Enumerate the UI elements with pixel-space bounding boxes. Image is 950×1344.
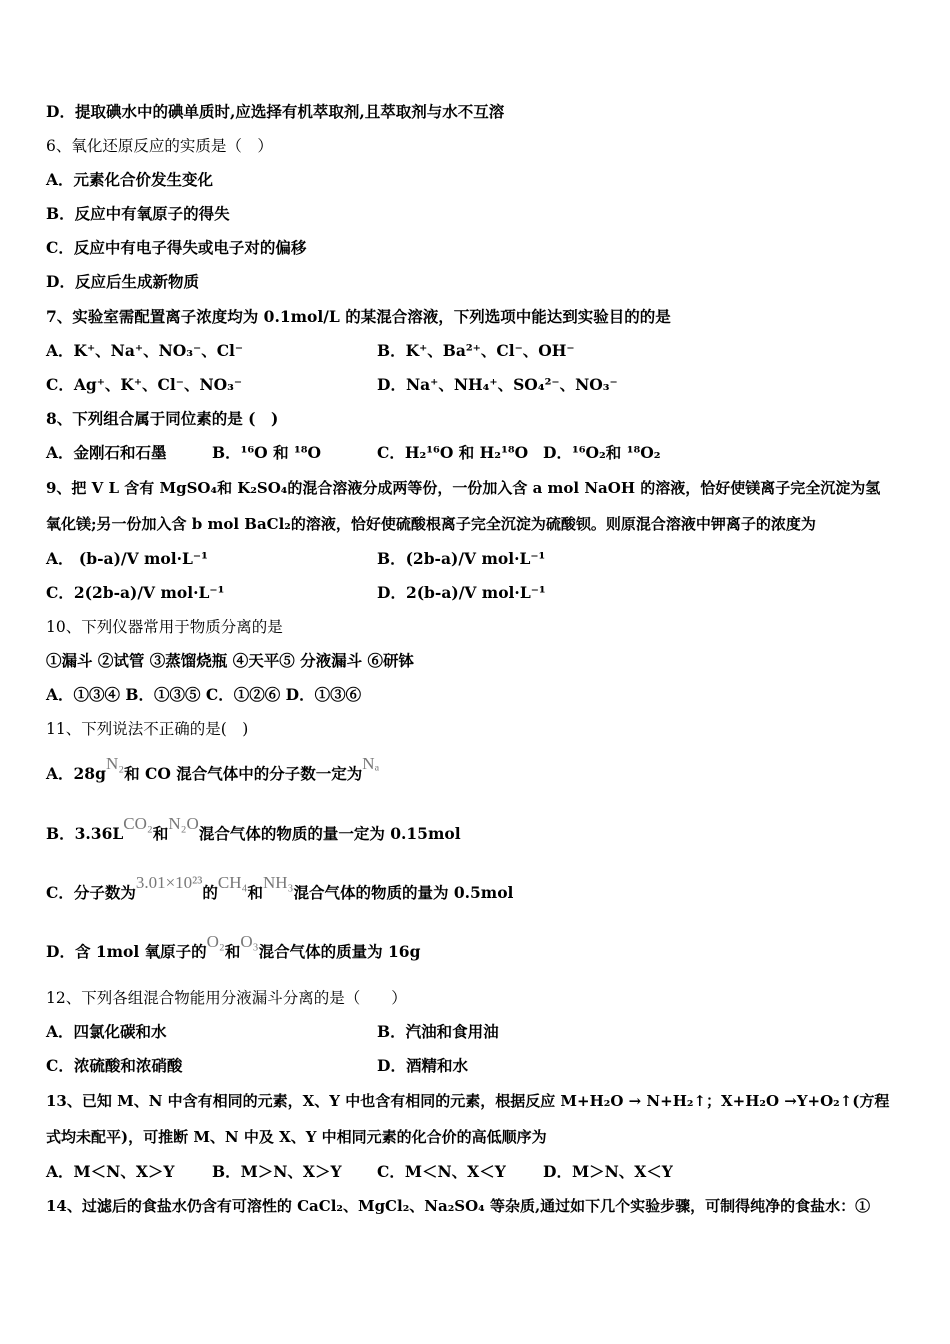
q11-c-formula-nh3: NH₃	[262, 873, 294, 892]
q7-option-b: B．K⁺、Ba²⁺、Cl⁻、OH⁻	[377, 341, 575, 360]
q11-c-formula-number: 3.01×10²³	[135, 873, 203, 892]
q12-stem: 12、下列各组混合物能用分液漏斗分离的是（ ）	[46, 989, 407, 1007]
q6-stem: 6、氧化还原反应的实质是（ ）	[46, 137, 273, 155]
q11-d-prefix: D．含 1mol 氧原子的	[46, 942, 207, 961]
q11-d-middle: 和	[224, 942, 241, 961]
q14-stem-line1: 14、过滤后的食盐水仍含有可溶性的 CaCl₂、MgCl₂、Na₂SO₄ 等杂质,通过如下几个实验步骤，可制得纯净的食盐水：①	[46, 1197, 871, 1215]
q7-option-a: A．K⁺、Na⁺、NO₃⁻、Cl⁻	[46, 341, 244, 360]
q10-stem: 10、下列仪器常用于物质分离的是	[46, 618, 283, 636]
q11-b-formula-n2o: N₂O	[168, 814, 199, 833]
q6-option-c: C．反应中有电子得失或电子对的偏移	[46, 238, 307, 257]
q11-c-middle2: 和	[247, 883, 263, 902]
q5-option-d: D．提取碘水中的碘单质时,应选择有机萃取剂,且萃取剂与水不互溶	[46, 102, 505, 121]
q11-c-prefix: C．分子数为	[46, 883, 136, 902]
q7-stem: 7、实验室需配置离子浓度均为 0.1mol/L 的某混合溶液，下列选项中能达到实验目的的是	[46, 307, 671, 326]
q11-stem: 11、下列说法不正确的是( )	[46, 720, 249, 738]
q10-options: A．①③④ B．①③⑤ C．①②⑥ D．①③⑥	[46, 685, 362, 704]
q9-stem-line1: 9、把 V L 含有 MgSO₄和 K₂SO₄的混合溶液分成两等份，一份加入含 a mol NaOH 的溶液，恰好使镁离子完全沉淀为氢	[46, 479, 881, 497]
q11-d-formula-o2: O₂	[206, 932, 225, 951]
q8-option-c: C．H₂¹⁶O 和 H₂¹⁸O	[377, 443, 529, 462]
q11-b-suffix: 混合气体的物质的量一定为 0.15mol	[198, 824, 461, 843]
q11-d-formula-o3: O₃	[240, 932, 259, 951]
q9-option-b: B．(2b-a)/V mol·L⁻¹	[377, 549, 546, 568]
q9-stem-line2: 氧化镁;另一份加入含 b mol BaCl₂的溶液，恰好使硫酸根离子完全沉淀为硫酸钡。则原混合溶液中钾离子的浓度为	[46, 515, 816, 533]
q9-option-c: C．2(2b-a)/V mol·L⁻¹	[46, 583, 225, 602]
q6-option-d: D．反应后生成新物质	[46, 272, 199, 291]
q6-option-b: B．反应中有氧原子的得失	[46, 204, 230, 223]
q9-option-a: A． (b-a)/V mol·L⁻¹	[46, 549, 208, 568]
q13-option-b: B．M＞N、X＞Y	[212, 1162, 342, 1181]
q10-items: ①漏斗 ②试管 ③蒸馏烧瓶 ④天平⑤ 分液漏斗 ⑥研钵	[46, 651, 414, 670]
q13-option-d: D．M＞N、X＜Y	[543, 1162, 673, 1181]
q7-option-c: C．Ag⁺、K⁺、Cl⁻、NO₃⁻	[46, 375, 243, 394]
q11-option-c	[46, 873, 514, 903]
q11-option-d	[46, 932, 421, 962]
q11-b-middle: 和	[152, 824, 169, 843]
q7-option-d: D．Na⁺、NH₄⁺、SO₄²⁻、NO₃⁻	[377, 375, 618, 394]
q8-option-d: D．¹⁶O₂和 ¹⁸O₂	[543, 443, 661, 462]
q11-a-prefix: A．28g	[46, 764, 106, 783]
q13-option-a: A．M＜N、X＞Y	[46, 1162, 175, 1181]
q8-option-a: A．金刚石和石墨	[46, 443, 167, 462]
q11-b-prefix: B．3.36L	[46, 824, 124, 843]
q13-option-c: C．M＜N、X＜Y	[377, 1162, 506, 1181]
q8-stem: 8、下列组合属于同位素的是 ( )	[46, 409, 279, 428]
q12-option-c: C．浓硫酸和浓硝酸	[46, 1056, 183, 1075]
q12-option-a: A．四氯化碳和水	[46, 1022, 167, 1041]
q6-option-a: A．元素化合价发生变化	[46, 170, 214, 189]
q13-stem-line2: 式均未配平)，可推断 M、N 中及 X、Y 中相同元素的化合价的高低顺序为	[46, 1128, 547, 1146]
q12-option-b: B．汽油和食用油	[377, 1022, 499, 1041]
q11-a-formula-n2: N₂	[105, 754, 125, 773]
q11-option-b	[46, 814, 461, 844]
q11-c-middle1: 的	[202, 883, 218, 902]
q11-option-a	[46, 754, 380, 784]
q11-b-formula-co2: CO₂	[123, 814, 153, 833]
q11-a-middle: 和 CO 混合气体中的分子数一定为	[124, 764, 363, 783]
q11-a-formula-na: Nₐ	[362, 754, 380, 773]
q11-d-suffix: 混合气体的质量为 16g	[258, 942, 421, 961]
q8-option-b: B．¹⁶O 和 ¹⁸O	[212, 443, 322, 462]
q11-c-formula-ch4: CH₄	[217, 873, 248, 892]
q12-option-d: D．酒精和水	[377, 1056, 468, 1075]
q13-stem-line1: 13、已知 M、N 中含有相同的元素，X、Y 中也含有相同的元素，根据反应 M+H₂O → N+H₂↑；X+H₂O →Y+O₂↑(方程	[46, 1092, 890, 1110]
q9-option-d: D．2(b-a)/V mol·L⁻¹	[377, 583, 546, 602]
q11-c-suffix: 混合气体的物质的量为 0.5mol	[293, 883, 514, 902]
